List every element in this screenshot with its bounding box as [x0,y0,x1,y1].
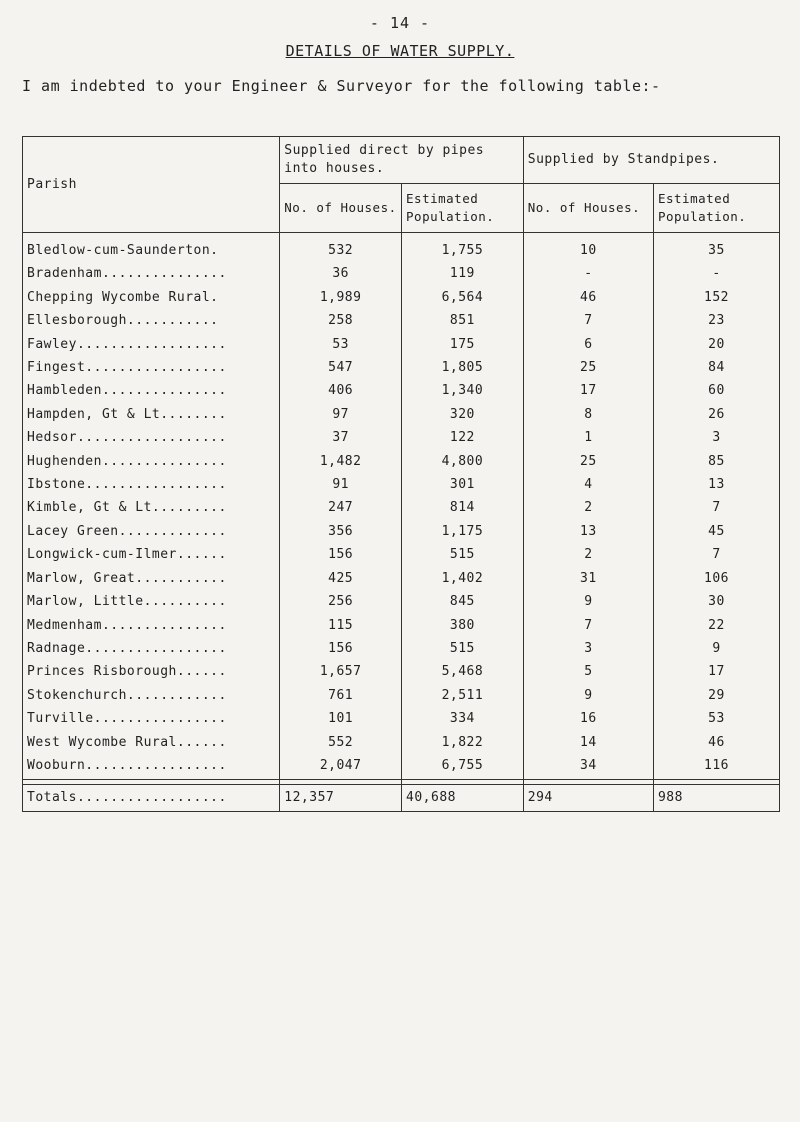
population-standpipes-cell: 84 [653,356,779,379]
population-standpipes-cell: 29 [653,684,779,707]
table-row [23,309,780,332]
table-row [23,473,780,496]
population-standpipes-cell: 13 [653,473,779,496]
houses-standpipes-cell: 2 [523,496,653,519]
population-standpipes-cell: 17 [653,660,779,683]
table-row [23,543,780,566]
population-direct-cell: 1,402 [402,567,524,590]
totals-row [23,785,780,812]
population-standpipes-cell: 106 [653,567,779,590]
population-direct-cell: 1,175 [402,520,524,543]
houses-standpipes-cell: - [523,262,653,285]
houses-direct-cell: 1,482 [280,450,402,473]
parish-name-cell: Ellesborough........... [23,309,280,332]
houses-direct-cell: 101 [280,707,402,730]
houses-direct-cell: 256 [280,590,402,613]
houses-standpipes-cell: 5 [523,660,653,683]
table-row [23,520,780,543]
population-direct-cell: 4,800 [402,450,524,473]
parish-name-cell: Ibstone................. [23,473,280,496]
page-heading: DETAILS OF WATER SUPPLY. [285,42,515,60]
table-row [23,233,780,263]
population-standpipes-cell: 45 [653,520,779,543]
houses-standpipes-cell: 14 [523,731,653,754]
table-body [23,233,780,780]
parish-name-cell: West Wycombe Rural...... [23,731,280,754]
houses-standpipes-cell: 8 [523,403,653,426]
houses-standpipes-cell: 9 [523,684,653,707]
parish-name-cell: Fingest................. [23,356,280,379]
table-row [23,754,780,780]
parish-name-cell: Hughenden............... [23,450,280,473]
page-number: - 14 - [369,14,431,32]
intro-text: I am indebted to your Engineer & Surveyor for the following table:- [22,77,661,95]
houses-direct-cell: 258 [280,309,402,332]
parish-name-cell: Longwick-cum-Ilmer...... [23,543,280,566]
header-houses-standpipes: No. of Houses. [523,184,653,233]
header-population-standpipes: Estimated Population. [653,184,779,233]
totals-label: Totals.................. [23,785,280,812]
houses-direct-cell: 1,657 [280,660,402,683]
houses-direct-cell: 36 [280,262,402,285]
houses-direct-cell: 547 [280,356,402,379]
houses-standpipes-cell: 10 [523,233,653,263]
population-direct-cell: 6,755 [402,754,524,780]
population-standpipes-cell: 7 [653,496,779,519]
population-direct-cell: 320 [402,403,524,426]
population-standpipes-cell: 7 [653,543,779,566]
houses-direct-cell: 532 [280,233,402,263]
parish-name-cell: Turville................ [23,707,280,730]
table-row [23,333,780,356]
population-standpipes-cell: 152 [653,286,779,309]
table-row [23,731,780,754]
houses-direct-cell: 156 [280,543,402,566]
population-direct-cell: 515 [402,543,524,566]
population-direct-cell: 380 [402,614,524,637]
population-standpipes-cell: 85 [653,450,779,473]
table-row [23,590,780,613]
parish-name-cell: Princes Risborough...... [23,660,280,683]
parish-name-cell: Marlow, Little.......... [23,590,280,613]
population-direct-cell: 515 [402,637,524,660]
population-standpipes-cell: 60 [653,379,779,402]
header-group-standpipes: Supplied by Standpipes. [523,137,779,184]
population-direct-cell: 1,822 [402,731,524,754]
population-direct-cell: 2,511 [402,684,524,707]
table-row [23,684,780,707]
houses-standpipes-cell: 16 [523,707,653,730]
population-standpipes-cell: 20 [653,333,779,356]
population-direct-cell: 122 [402,426,524,449]
houses-standpipes-cell: 1 [523,426,653,449]
population-direct-cell: 814 [402,496,524,519]
table-row [23,262,780,285]
water-supply-table [22,136,780,812]
population-direct-cell: 845 [402,590,524,613]
table-row [23,403,780,426]
parish-name-cell: Hedsor.................. [23,426,280,449]
parish-name-cell: Stokenchurch............ [23,684,280,707]
parish-name-cell: Hambleden............... [23,379,280,402]
parish-name-cell: Bledlow-cum-Saunderton. [23,233,280,263]
houses-direct-cell: 552 [280,731,402,754]
parish-name-cell: Bradenham............... [23,262,280,285]
houses-standpipes-cell: 6 [523,333,653,356]
totals-population-standpipes: 988 [653,785,779,812]
houses-standpipes-cell: 7 [523,614,653,637]
header-parish: Parish [23,137,280,233]
population-direct-cell: 334 [402,707,524,730]
houses-standpipes-cell: 31 [523,567,653,590]
totals-population-direct: 40,688 [402,785,524,812]
population-direct-cell: 851 [402,309,524,332]
houses-direct-cell: 91 [280,473,402,496]
parish-name-cell: Radnage................. [23,637,280,660]
houses-standpipes-cell: 25 [523,450,653,473]
table-row [23,379,780,402]
table-row [23,426,780,449]
houses-standpipes-cell: 46 [523,286,653,309]
houses-direct-cell: 2,047 [280,754,402,780]
houses-standpipes-cell: 13 [523,520,653,543]
parish-name-cell: Medmenham............... [23,614,280,637]
population-standpipes-cell: 116 [653,754,779,780]
houses-standpipes-cell: 34 [523,754,653,780]
houses-direct-cell: 425 [280,567,402,590]
parish-name-cell: Lacey Green............. [23,520,280,543]
population-standpipes-cell: 53 [653,707,779,730]
population-direct-cell: 119 [402,262,524,285]
population-standpipes-cell: 22 [653,614,779,637]
population-direct-cell: 6,564 [402,286,524,309]
table-row [23,567,780,590]
table-row [23,614,780,637]
houses-standpipes-cell: 7 [523,309,653,332]
parish-name-cell: Hampden, Gt & Lt........ [23,403,280,426]
population-standpipes-cell: 23 [653,309,779,332]
parish-name-cell: Kimble, Gt & Lt......... [23,496,280,519]
table-row [23,707,780,730]
parish-name-cell: Marlow, Great........... [23,567,280,590]
population-standpipes-cell: 3 [653,426,779,449]
houses-standpipes-cell: 3 [523,637,653,660]
parish-name-cell: Wooburn................. [23,754,280,780]
population-direct-cell: 1,340 [402,379,524,402]
population-direct-cell: 301 [402,473,524,496]
parish-name-cell: Chepping Wycombe Rural. [23,286,280,309]
houses-direct-cell: 53 [280,333,402,356]
houses-direct-cell: 356 [280,520,402,543]
population-direct-cell: 175 [402,333,524,356]
table-row [23,496,780,519]
population-standpipes-cell: 26 [653,403,779,426]
population-direct-cell: 1,755 [402,233,524,263]
parish-name-cell: Fawley.................. [23,333,280,356]
population-standpipes-cell: - [653,262,779,285]
population-standpipes-cell: 9 [653,637,779,660]
population-standpipes-cell: 30 [653,590,779,613]
houses-standpipes-cell: 9 [523,590,653,613]
population-standpipes-cell: 46 [653,731,779,754]
header-houses-direct: No. of Houses. [280,184,402,233]
table-row [23,450,780,473]
houses-standpipes-cell: 4 [523,473,653,496]
houses-standpipes-cell: 2 [523,543,653,566]
table-row [23,356,780,379]
population-standpipes-cell: 35 [653,233,779,263]
houses-direct-cell: 1,989 [280,286,402,309]
houses-direct-cell: 761 [280,684,402,707]
table-row [23,660,780,683]
totals-houses-direct: 12,357 [280,785,402,812]
table-row [23,637,780,660]
houses-direct-cell: 97 [280,403,402,426]
header-population-direct: Estimated Population. [402,184,524,233]
header-group-direct: Supplied direct by pipes into houses. [280,137,524,184]
houses-standpipes-cell: 17 [523,379,653,402]
table-row [23,286,780,309]
houses-direct-cell: 115 [280,614,402,637]
population-direct-cell: 5,468 [402,660,524,683]
houses-direct-cell: 406 [280,379,402,402]
houses-standpipes-cell: 25 [523,356,653,379]
houses-direct-cell: 247 [280,496,402,519]
population-direct-cell: 1,805 [402,356,524,379]
houses-direct-cell: 37 [280,426,402,449]
totals-houses-standpipes: 294 [523,785,653,812]
houses-direct-cell: 156 [280,637,402,660]
